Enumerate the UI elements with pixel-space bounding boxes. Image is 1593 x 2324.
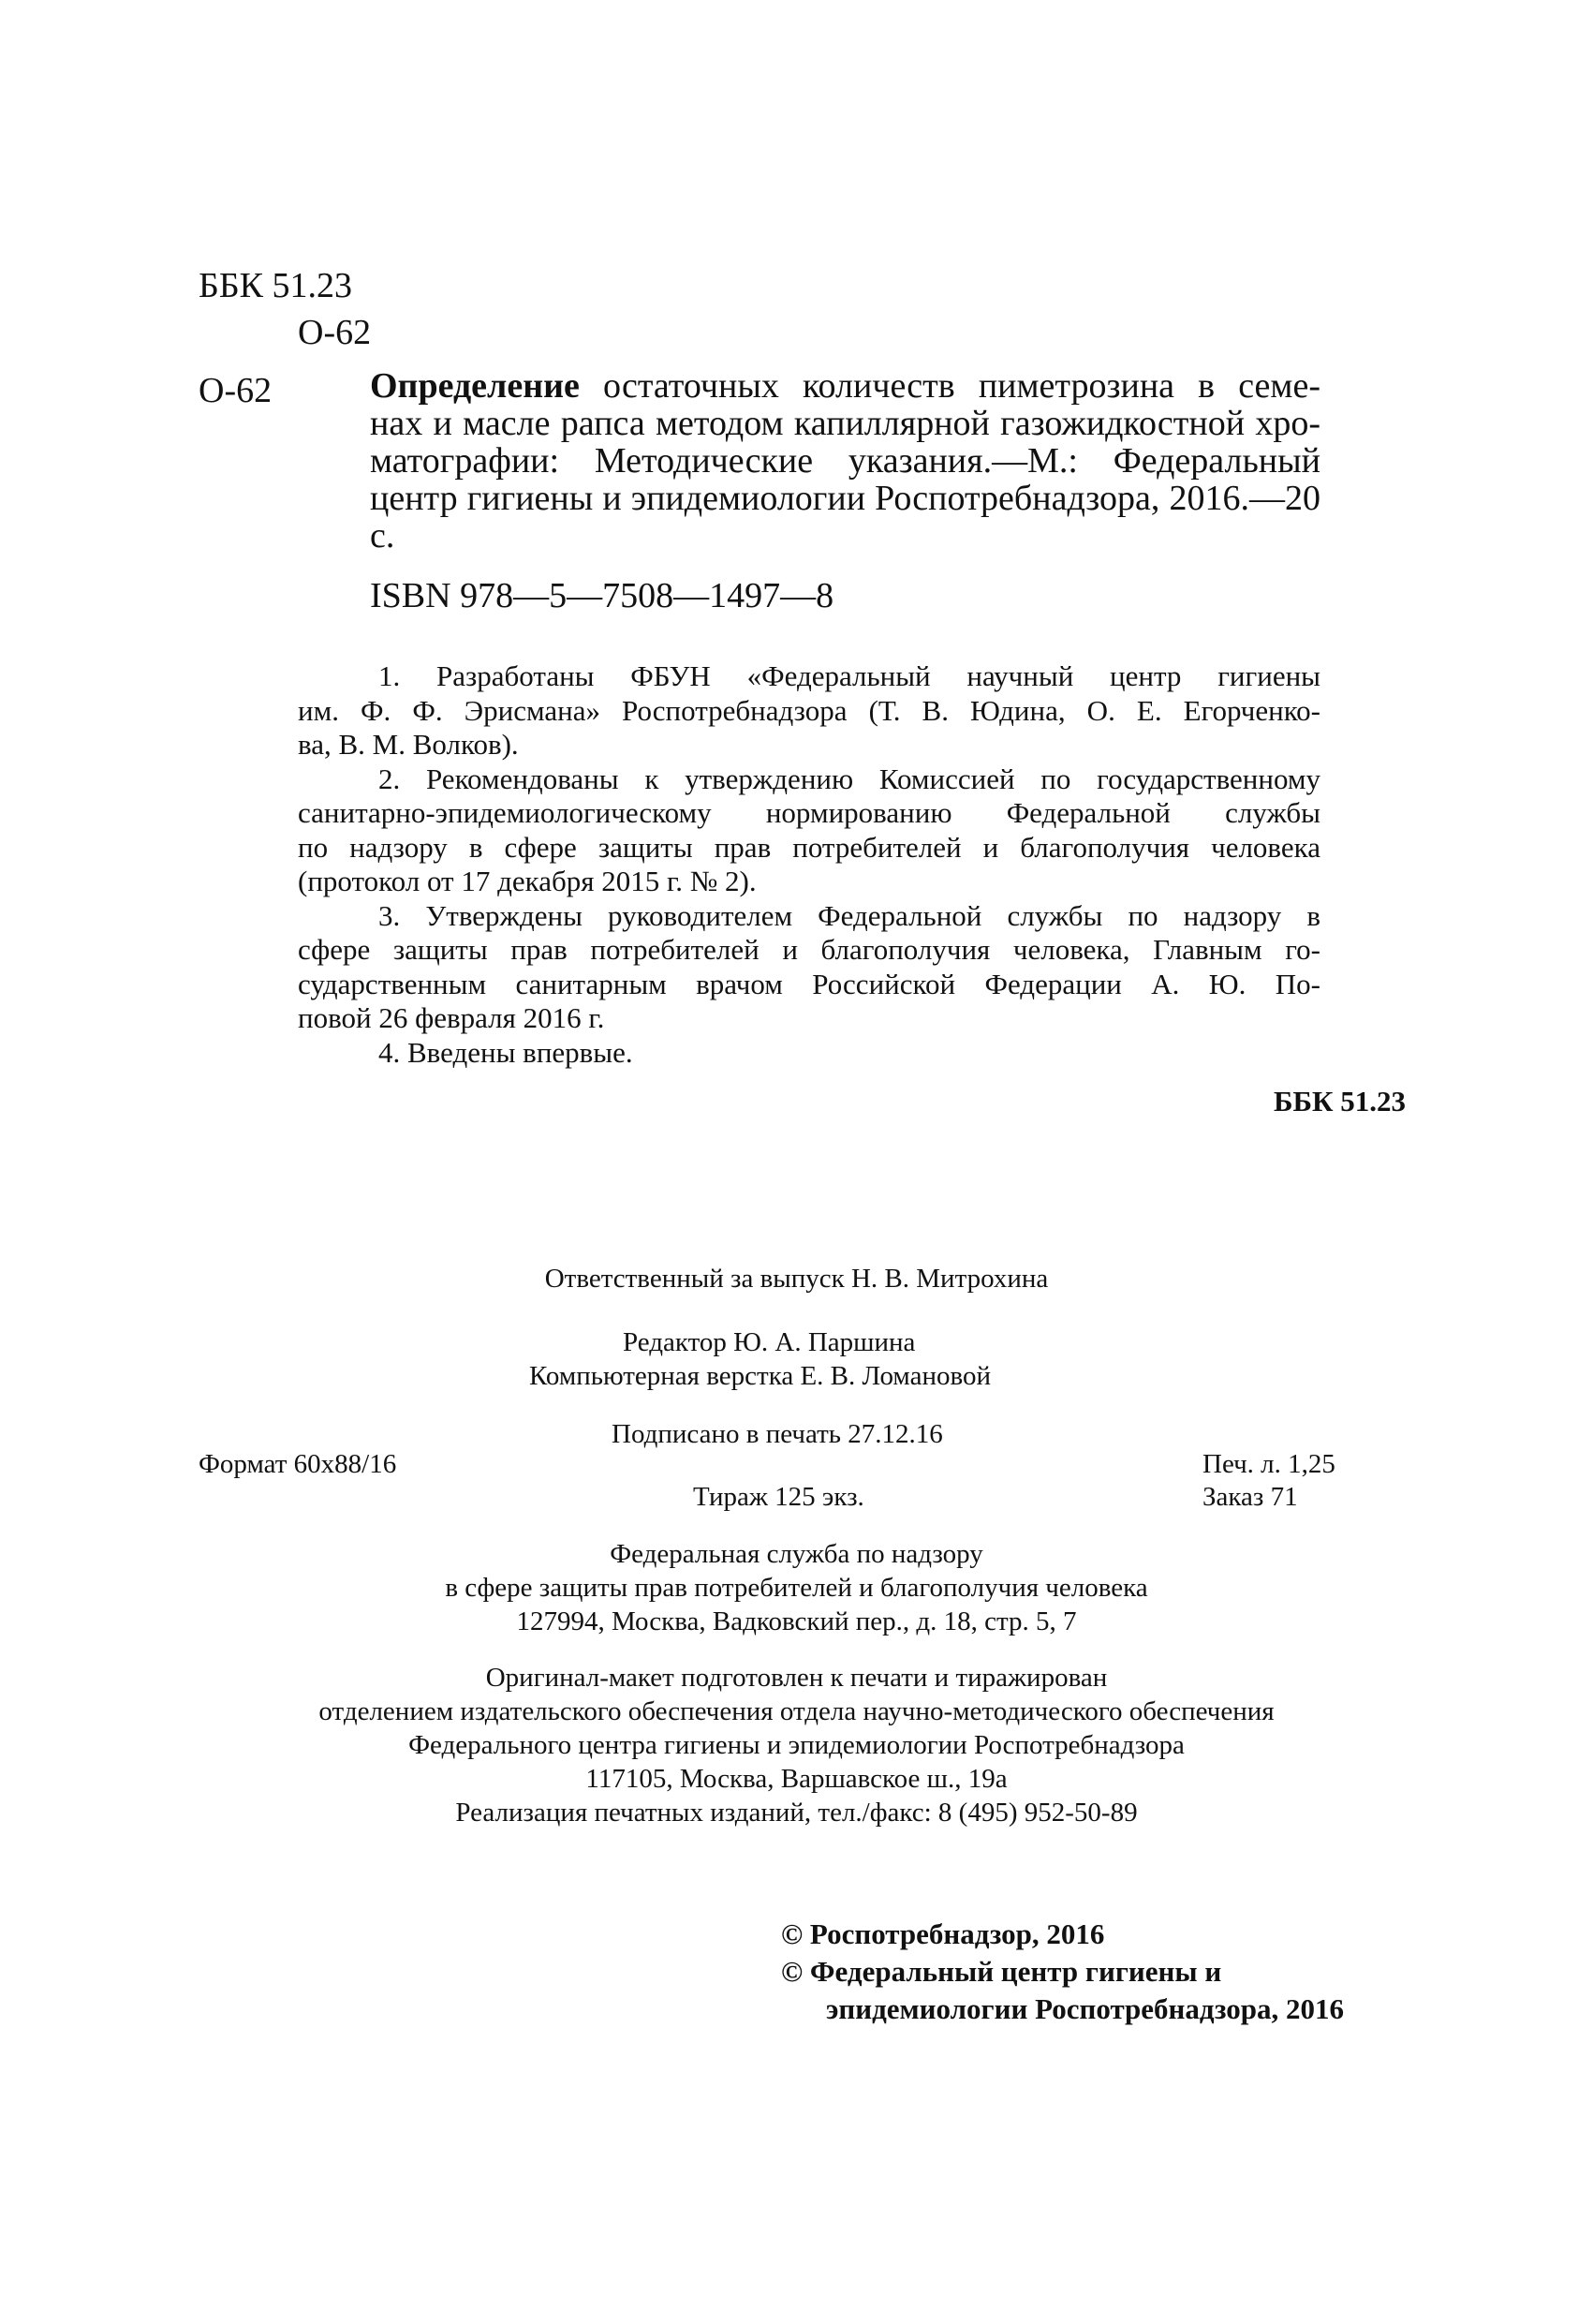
copyright-line: © Федеральный центр гигиены и xyxy=(781,1955,1222,1988)
paper-format: Формат 60х88/16 xyxy=(199,1449,397,1479)
note-line: сударственным санитарным врачом Российской Федерации А. Ю. По- xyxy=(298,967,1320,1000)
printer-line: 117105, Москва, Варшавское ш., 19а xyxy=(585,1764,1008,1794)
note-line: сфере защиты прав потребителей и благополучия человека, Главным го- xyxy=(298,933,1320,966)
title-line-text: матографии: Методические указания.—М.: Федеральный xyxy=(370,441,1320,481)
note-line: 2. Рекомендованы к утверждению Комиссией по государственному xyxy=(378,762,1320,795)
editor: Редактор Ю. А. Паршина xyxy=(623,1327,916,1357)
printer-line: Федерального центра гигиены и эпидемиологии Роспотребнадзора xyxy=(408,1730,1185,1760)
note-line: (протокол от 17 декабря 2015 г. № 2). xyxy=(298,865,757,897)
publisher-line: 127994, Москва, Вадковский пер., д. 18, стр. 5, 7 xyxy=(516,1606,1077,1636)
copyright-line: эпидемиологии Роспотребнадзора, 2016 xyxy=(826,1992,1344,2025)
isbn: ISBN 978—5—7508—1497—8 xyxy=(370,576,834,615)
note-line: им. Ф. Ф. Эрисмана» Роспотребнадзора (Т. В. Юдина, О. Е. Егорченко- xyxy=(298,693,1320,727)
order-number: Заказ 71 xyxy=(1202,1482,1298,1512)
title-line xyxy=(370,442,1320,480)
publisher-line: Федеральная служба по надзору xyxy=(610,1539,983,1569)
title-line xyxy=(370,405,1320,442)
signed-to-print: Подписано в печать 27.12.16 xyxy=(612,1419,943,1449)
note-line: 3. Утверждены руководителем Федеральной службы по надзору в xyxy=(378,898,1320,932)
layout-credit: Компьютерная верстка Е. В. Ломановой xyxy=(529,1361,991,1391)
publisher-line: в сфере защиты прав потребителей и благополучия человека xyxy=(445,1573,1148,1603)
title-line xyxy=(370,480,1320,555)
title-line-text: остаточных количеств пиметрозина в семе- xyxy=(579,366,1320,406)
note-line: повой 26 февраля 2016 г. xyxy=(298,1001,605,1034)
copyright-line: © Роспотребнадзор, 2016 xyxy=(781,1917,1105,1950)
note-line: ва, В. М. Волков). xyxy=(298,728,519,761)
note-line: санитарно-эпидемиологическому нормированию Федеральной службы xyxy=(298,796,1320,829)
author-sign: О-62 xyxy=(298,313,372,352)
title-line xyxy=(370,367,1320,405)
printer-line: Оригинал-макет подготовлен к печати и тиражирован xyxy=(485,1663,1108,1693)
note-line: 4. Введены впервые. xyxy=(378,1035,633,1069)
circulation: Тираж 125 экз. xyxy=(693,1482,864,1512)
author-sign-left: О-62 xyxy=(199,371,273,410)
bbk-index: ББК 51.23 xyxy=(199,266,352,305)
title-line-text: центр гигиены и эпидемиологии Роспотребнадзора, 2016.—20 с. xyxy=(370,479,1320,555)
bbk-index-bottom: ББК 51.23 xyxy=(1274,1085,1406,1118)
printer-line: Реализация печатных изданий, тел./факс: 8 (495) 952-50-89 xyxy=(455,1798,1138,1828)
title-bold-word: Определение xyxy=(370,366,580,406)
printer-line: отделением издательского обеспечения отдела научно-методического обеспечения xyxy=(318,1696,1275,1726)
print-sheets: Печ. л. 1,25 xyxy=(1202,1449,1335,1479)
note-line: по надзору в сфере защиты прав потребителей и благополучия человека xyxy=(298,830,1320,864)
notes-list xyxy=(298,659,1320,1070)
note-line: 1. Разработаны ФБУН «Федеральный научный центр гигиены xyxy=(378,659,1320,692)
responsible-editor: Ответственный за выпуск Н. В. Митрохина xyxy=(544,1264,1049,1294)
title-line-text: нах и масле рапса методом капиллярной газожидкостной хро- xyxy=(370,404,1320,443)
bibliographic-description xyxy=(370,367,1320,555)
